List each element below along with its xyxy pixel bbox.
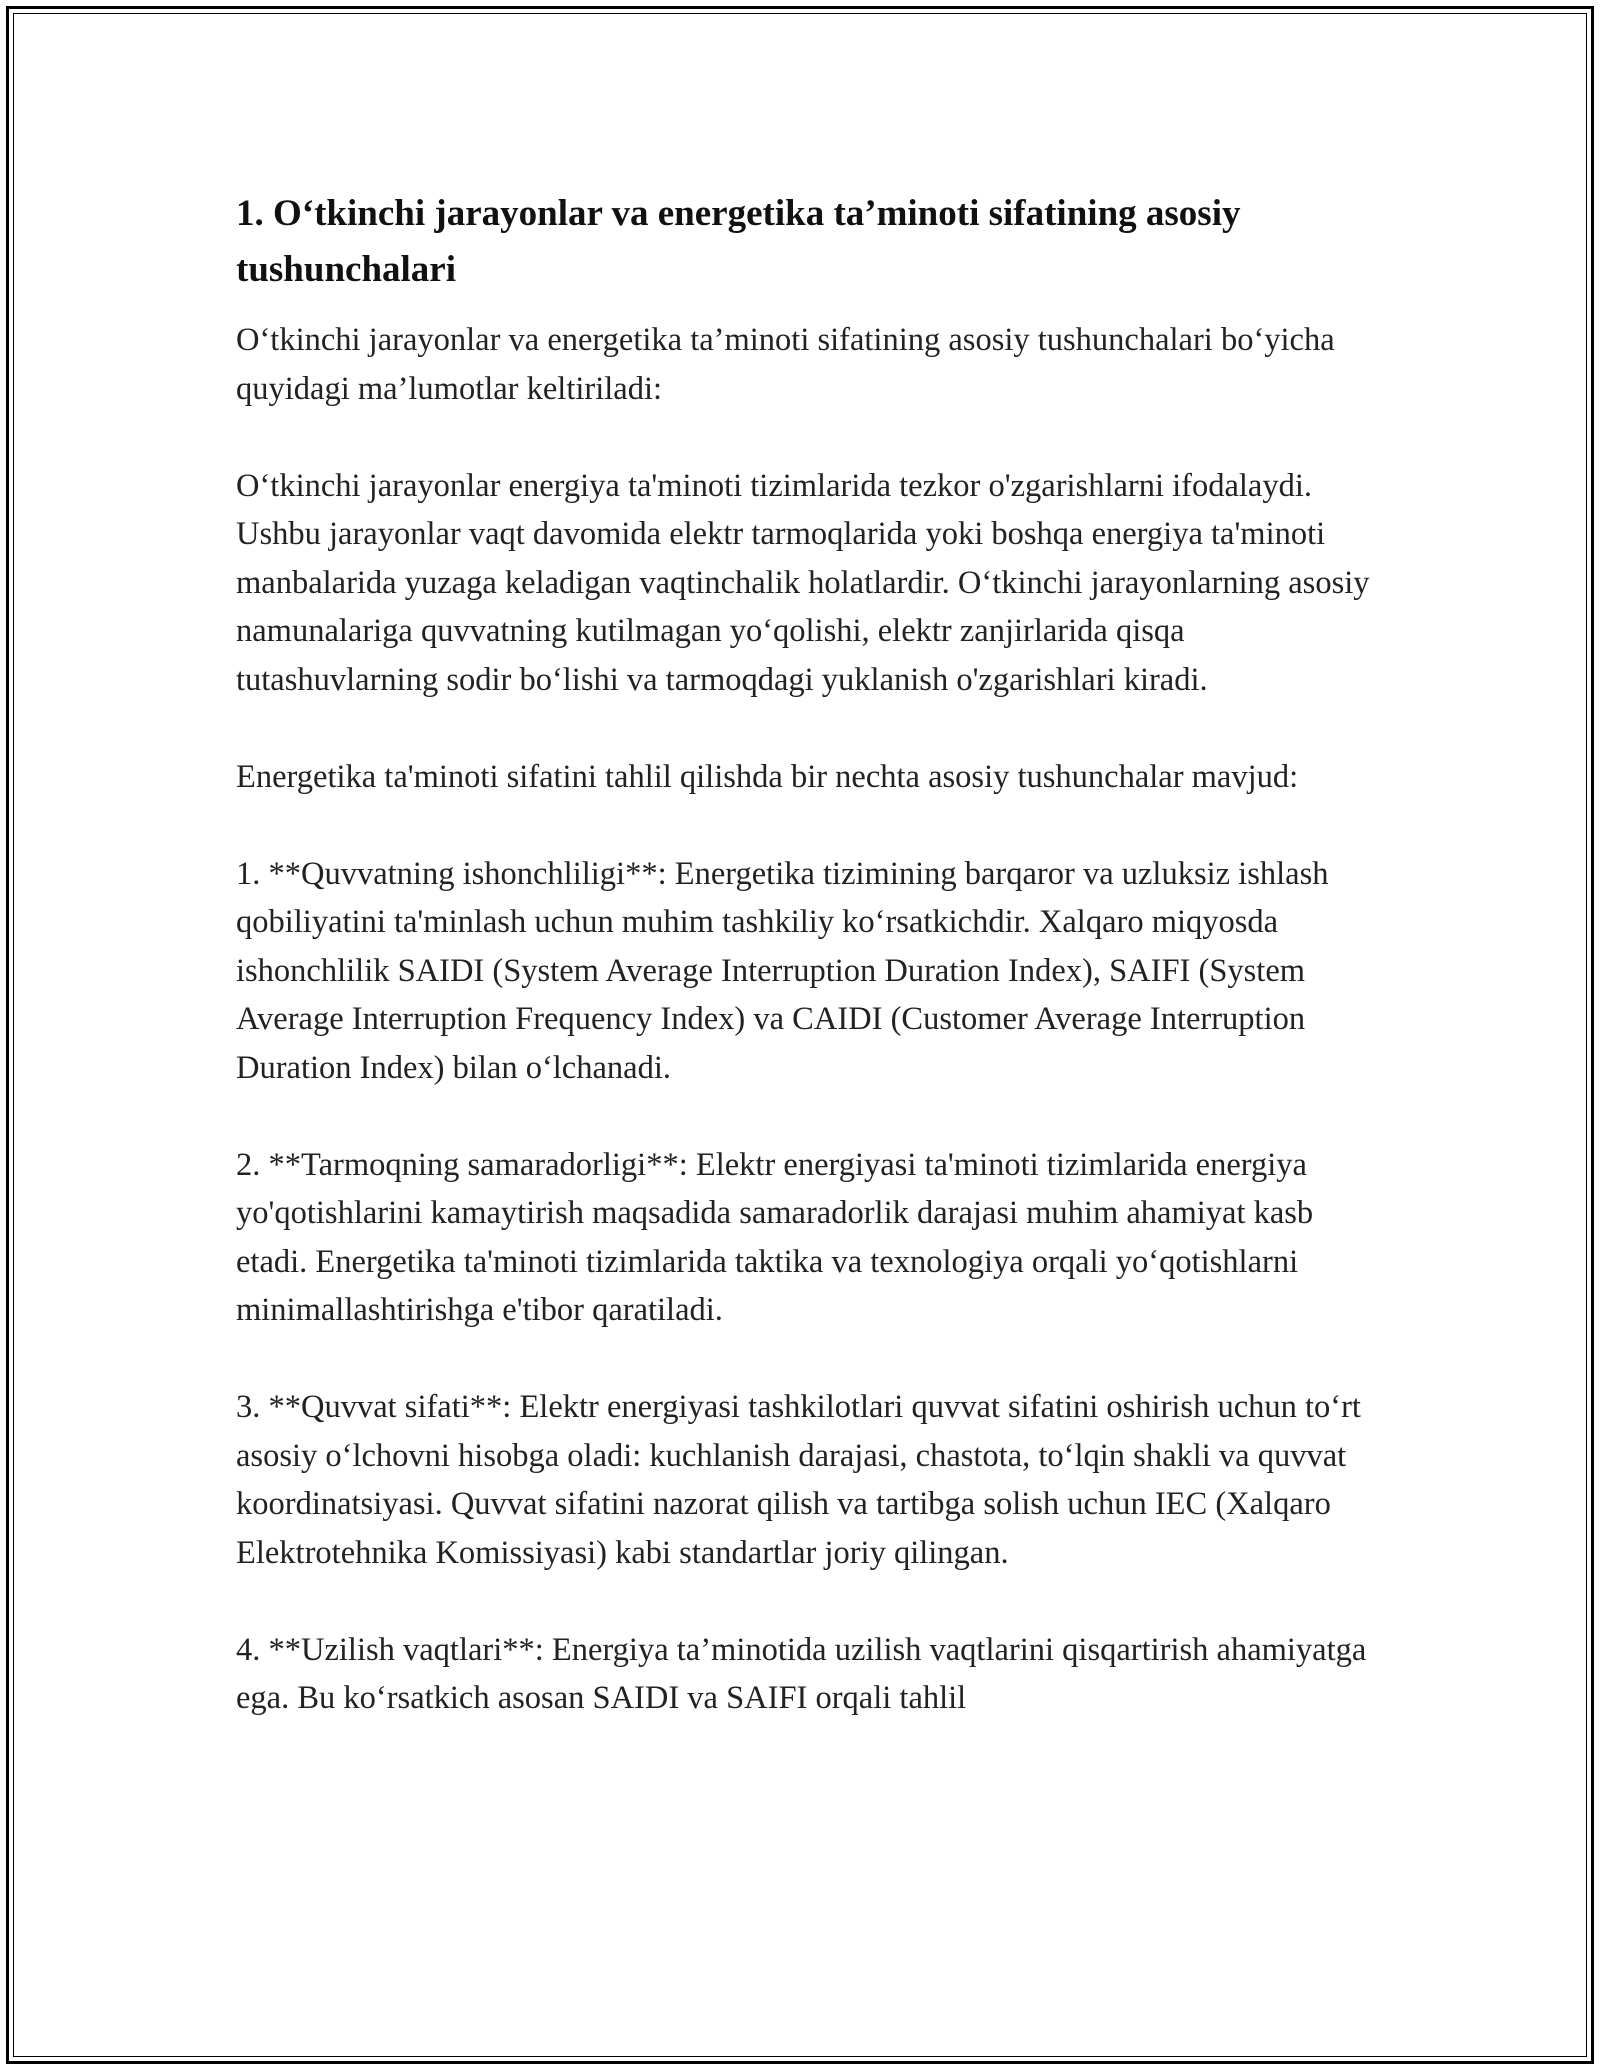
section-title: 1. O‘tkinchi jarayonlar va energetika ta’minoti sifatining asosiy tushunchalari	[236, 193, 1241, 290]
transients-paragraph: O‘tkinchi jarayonlar energiya ta'minoti tizimlarida tezkor o'zgarishlarni ifodalaydi. Ushbu jarayonlar vaqt davomida elektr tarmoqlarida yoki boshqa energiya ta'minoti manbalarida yuzaga keladigan vaqtinchalik holatlardir. O‘tkinchi jarayonlarning asosiy namunalariga quvvatning kutilmagan yo‘qolishi, elektr zanjirlarida qisqa tutashuvlarning sodir bo‘lishi va tarmoqdagi yuklanish o'zgarishlari kiradi.	[236, 467, 1370, 698]
list-item-interruption-times: 4. **Uzilish vaqtlari**: Energiya ta’minotida uzilish vaqtlarini qisqartirish ahamiyatga ega. Bu ko‘rsatkich asosan SAIDI va SAIFI orqali tahlil	[236, 1631, 1367, 1716]
list-item-efficiency: 2. **Tarmoqning samaradorligi**: Elektr energiyasi ta'minoti tizimlarida energiya yo'qotishlarini kamaytirish maqsadida samaradorlik darajasi muhim ahamiyat kasb etadi. Energetika ta'minoti tizimlarida taktika va texnologiya orqali yo‘qotishlarni minimallashtirishga e'tibor qaratiladi.	[236, 1146, 1314, 1328]
list-item-power-quality: 3. **Quvvat sifati**: Elektr energiyasi tashkilotlari quvvat sifatini oshirish uchun to‘rt asosiy o‘lchovni hisobga oladi: kuchlanish darajasi, chastota, to‘lqin shakli va quvvat koordinatsiyasi. Quvvat sifatini nazorat qilish va tartibga solish uchun IEC (Xalqaro Elektrotehnika Komissiyasi) kabi standartlar joriy qilingan.	[236, 1389, 1361, 1571]
list-item-reliability: 1. **Quvvatning ishonchliligi**: Energetika tizimining barqaror va uzluksiz ishlash qobiliyatini ta'minlash uchun muhim tashkiliy ko‘rsatkichdir. Xalqaro miqyosda ishonchlilik SAIDI (System Average Interruption Duration Index), SAIFI (System Average Interruption Frequency Index) va CAIDI (Customer Average Interruption Duration Index) bilan o‘lchanadi.	[236, 855, 1329, 1086]
concepts-intro-paragraph: Energetika ta'minoti sifatini tahlil qilishda bir nechta asosiy tushunchalar mavjud:	[236, 758, 1299, 795]
document-body	[236, 186, 1376, 1723]
intro-paragraph: O‘tkinchi jarayonlar va energetika ta’minoti sifatining asosiy tushunchalari bo‘yicha quyidagi ma’lumotlar keltiriladi:	[236, 322, 1335, 407]
